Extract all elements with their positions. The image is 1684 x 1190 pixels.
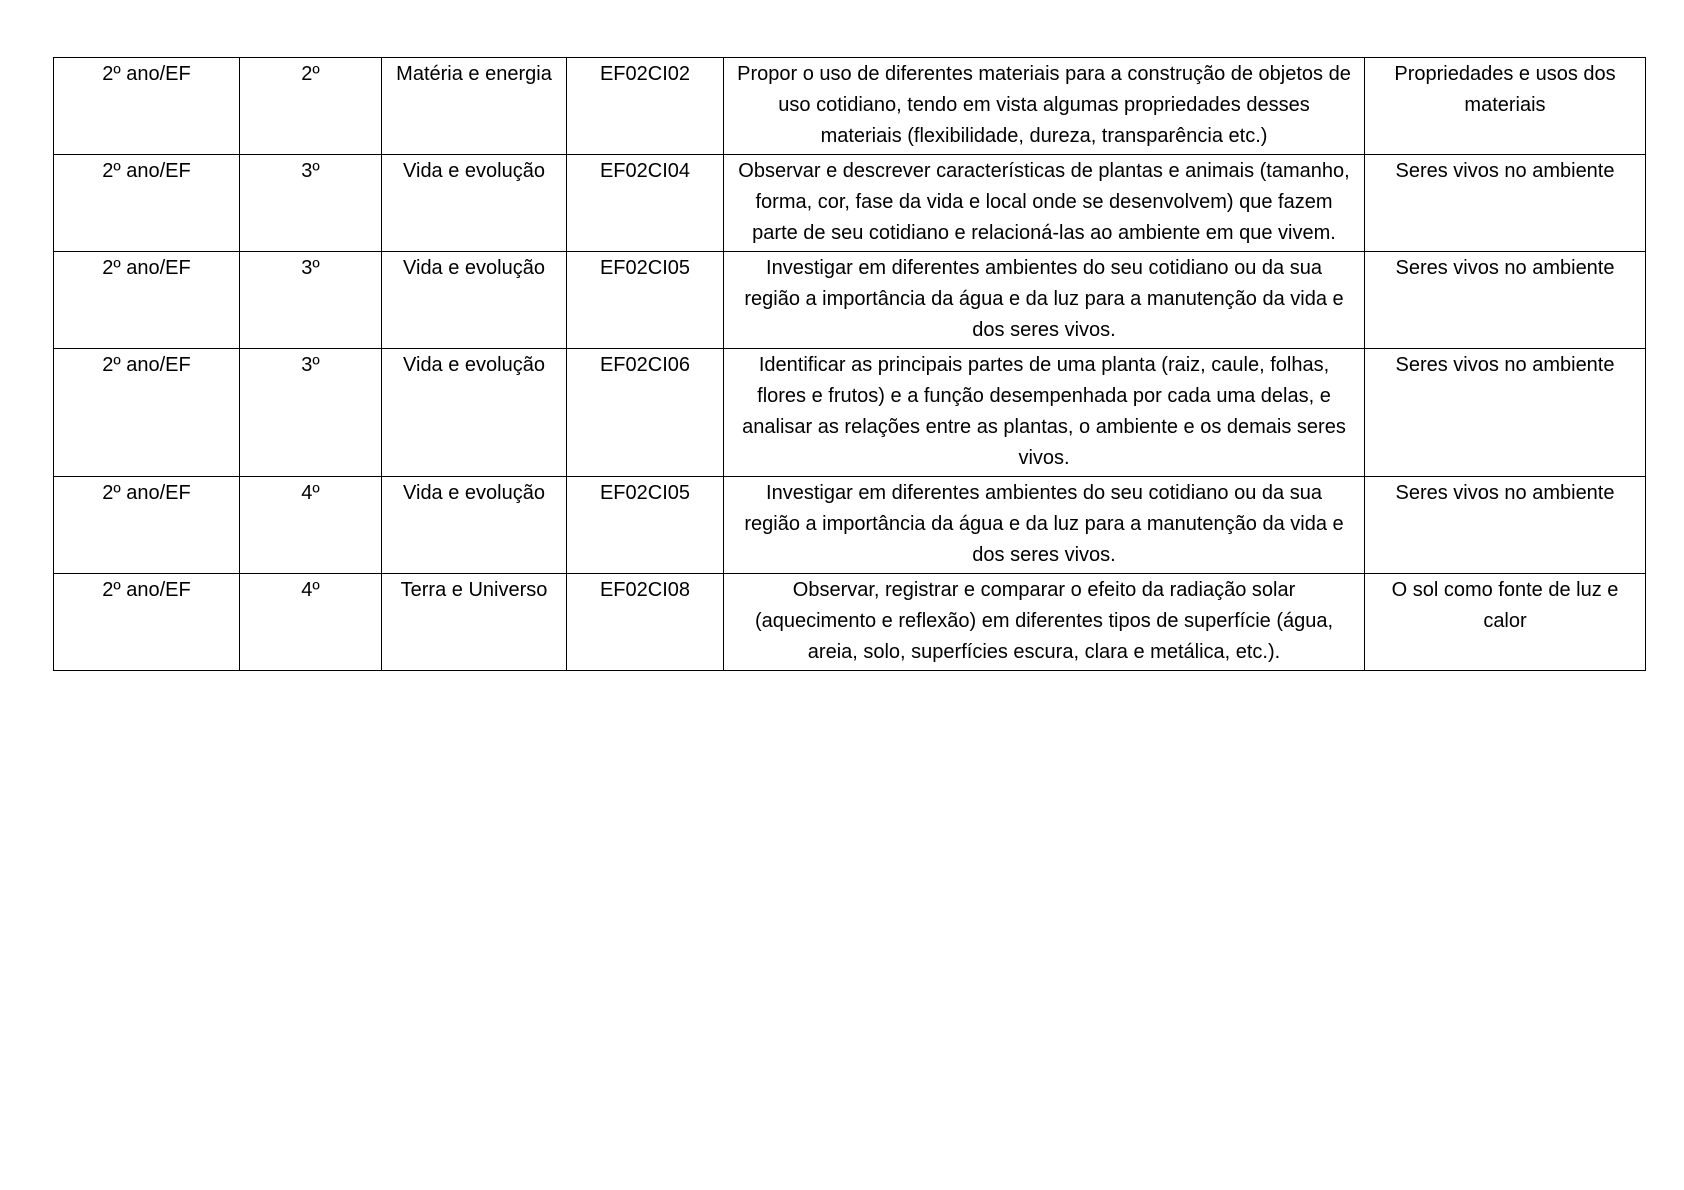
cell-habilidade: Propor o uso de diferentes materiais para a construção de objetos de uso cotidiano, tendo em vista algumas propriedades desses materiais (flexibilidade, dureza, transparência etc.) (724, 58, 1365, 155)
cell-bimestre: 3º (240, 155, 382, 252)
cell-bimestre: 4º (240, 574, 382, 671)
cell-objeto: Propriedades e usos dos materiais (1365, 58, 1646, 155)
cell-unidade: Vida e evolução (382, 477, 567, 574)
table-row (54, 58, 1646, 155)
cell-codigo: EF02CI04 (567, 155, 724, 252)
table-row (54, 349, 1646, 477)
cell-ano: 2º ano/EF (54, 252, 240, 349)
cell-codigo: EF02CI05 (567, 477, 724, 574)
cell-ano: 2º ano/EF (54, 349, 240, 477)
cell-objeto: Seres vivos no ambiente (1365, 349, 1646, 477)
curriculum-table (53, 57, 1646, 671)
table-row (54, 252, 1646, 349)
cell-ano: 2º ano/EF (54, 155, 240, 252)
cell-habilidade: Identificar as principais partes de uma planta (raiz, caule, folhas, flores e frutos) e a função desempenhada por cada uma delas, e analisar as relações entre as plantas, o ambiente e os demais seres vivos. (724, 349, 1365, 477)
cell-objeto: Seres vivos no ambiente (1365, 477, 1646, 574)
cell-objeto: Seres vivos no ambiente (1365, 252, 1646, 349)
cell-unidade: Terra e Universo (382, 574, 567, 671)
cell-unidade: Matéria e energia (382, 58, 567, 155)
cell-bimestre: 3º (240, 252, 382, 349)
cell-ano: 2º ano/EF (54, 477, 240, 574)
table-row (54, 477, 1646, 574)
cell-ano: 2º ano/EF (54, 574, 240, 671)
cell-codigo: EF02CI06 (567, 349, 724, 477)
cell-bimestre: 3º (240, 349, 382, 477)
cell-objeto: O sol como fonte de luz e calor (1365, 574, 1646, 671)
cell-codigo: EF02CI08 (567, 574, 724, 671)
cell-codigo: EF02CI02 (567, 58, 724, 155)
table-row (54, 574, 1646, 671)
cell-objeto: Seres vivos no ambiente (1365, 155, 1646, 252)
cell-habilidade: Investigar em diferentes ambientes do seu cotidiano ou da sua região a importância da água e da luz para a manutenção da vida e dos seres vivos. (724, 252, 1365, 349)
cell-habilidade: Observar e descrever características de plantas e animais (tamanho, forma, cor, fase da vida e local onde se desenvolvem) que fazem parte de seu cotidiano e relacioná-las ao ambiente em que vivem. (724, 155, 1365, 252)
cell-unidade: Vida e evolução (382, 349, 567, 477)
cell-bimestre: 4º (240, 477, 382, 574)
cell-codigo: EF02CI05 (567, 252, 724, 349)
cell-ano: 2º ano/EF (54, 58, 240, 155)
cell-bimestre: 2º (240, 58, 382, 155)
cell-habilidade: Observar, registrar e comparar o efeito da radiação solar (aquecimento e reflexão) em diferentes tipos de superfície (água, areia, solo, superfícies escura, clara e metálica, etc.). (724, 574, 1365, 671)
table-row (54, 155, 1646, 252)
cell-unidade: Vida e evolução (382, 155, 567, 252)
cell-unidade: Vida e evolução (382, 252, 567, 349)
cell-habilidade: Investigar em diferentes ambientes do seu cotidiano ou da sua região a importância da água e da luz para a manutenção da vida e dos seres vivos. (724, 477, 1365, 574)
